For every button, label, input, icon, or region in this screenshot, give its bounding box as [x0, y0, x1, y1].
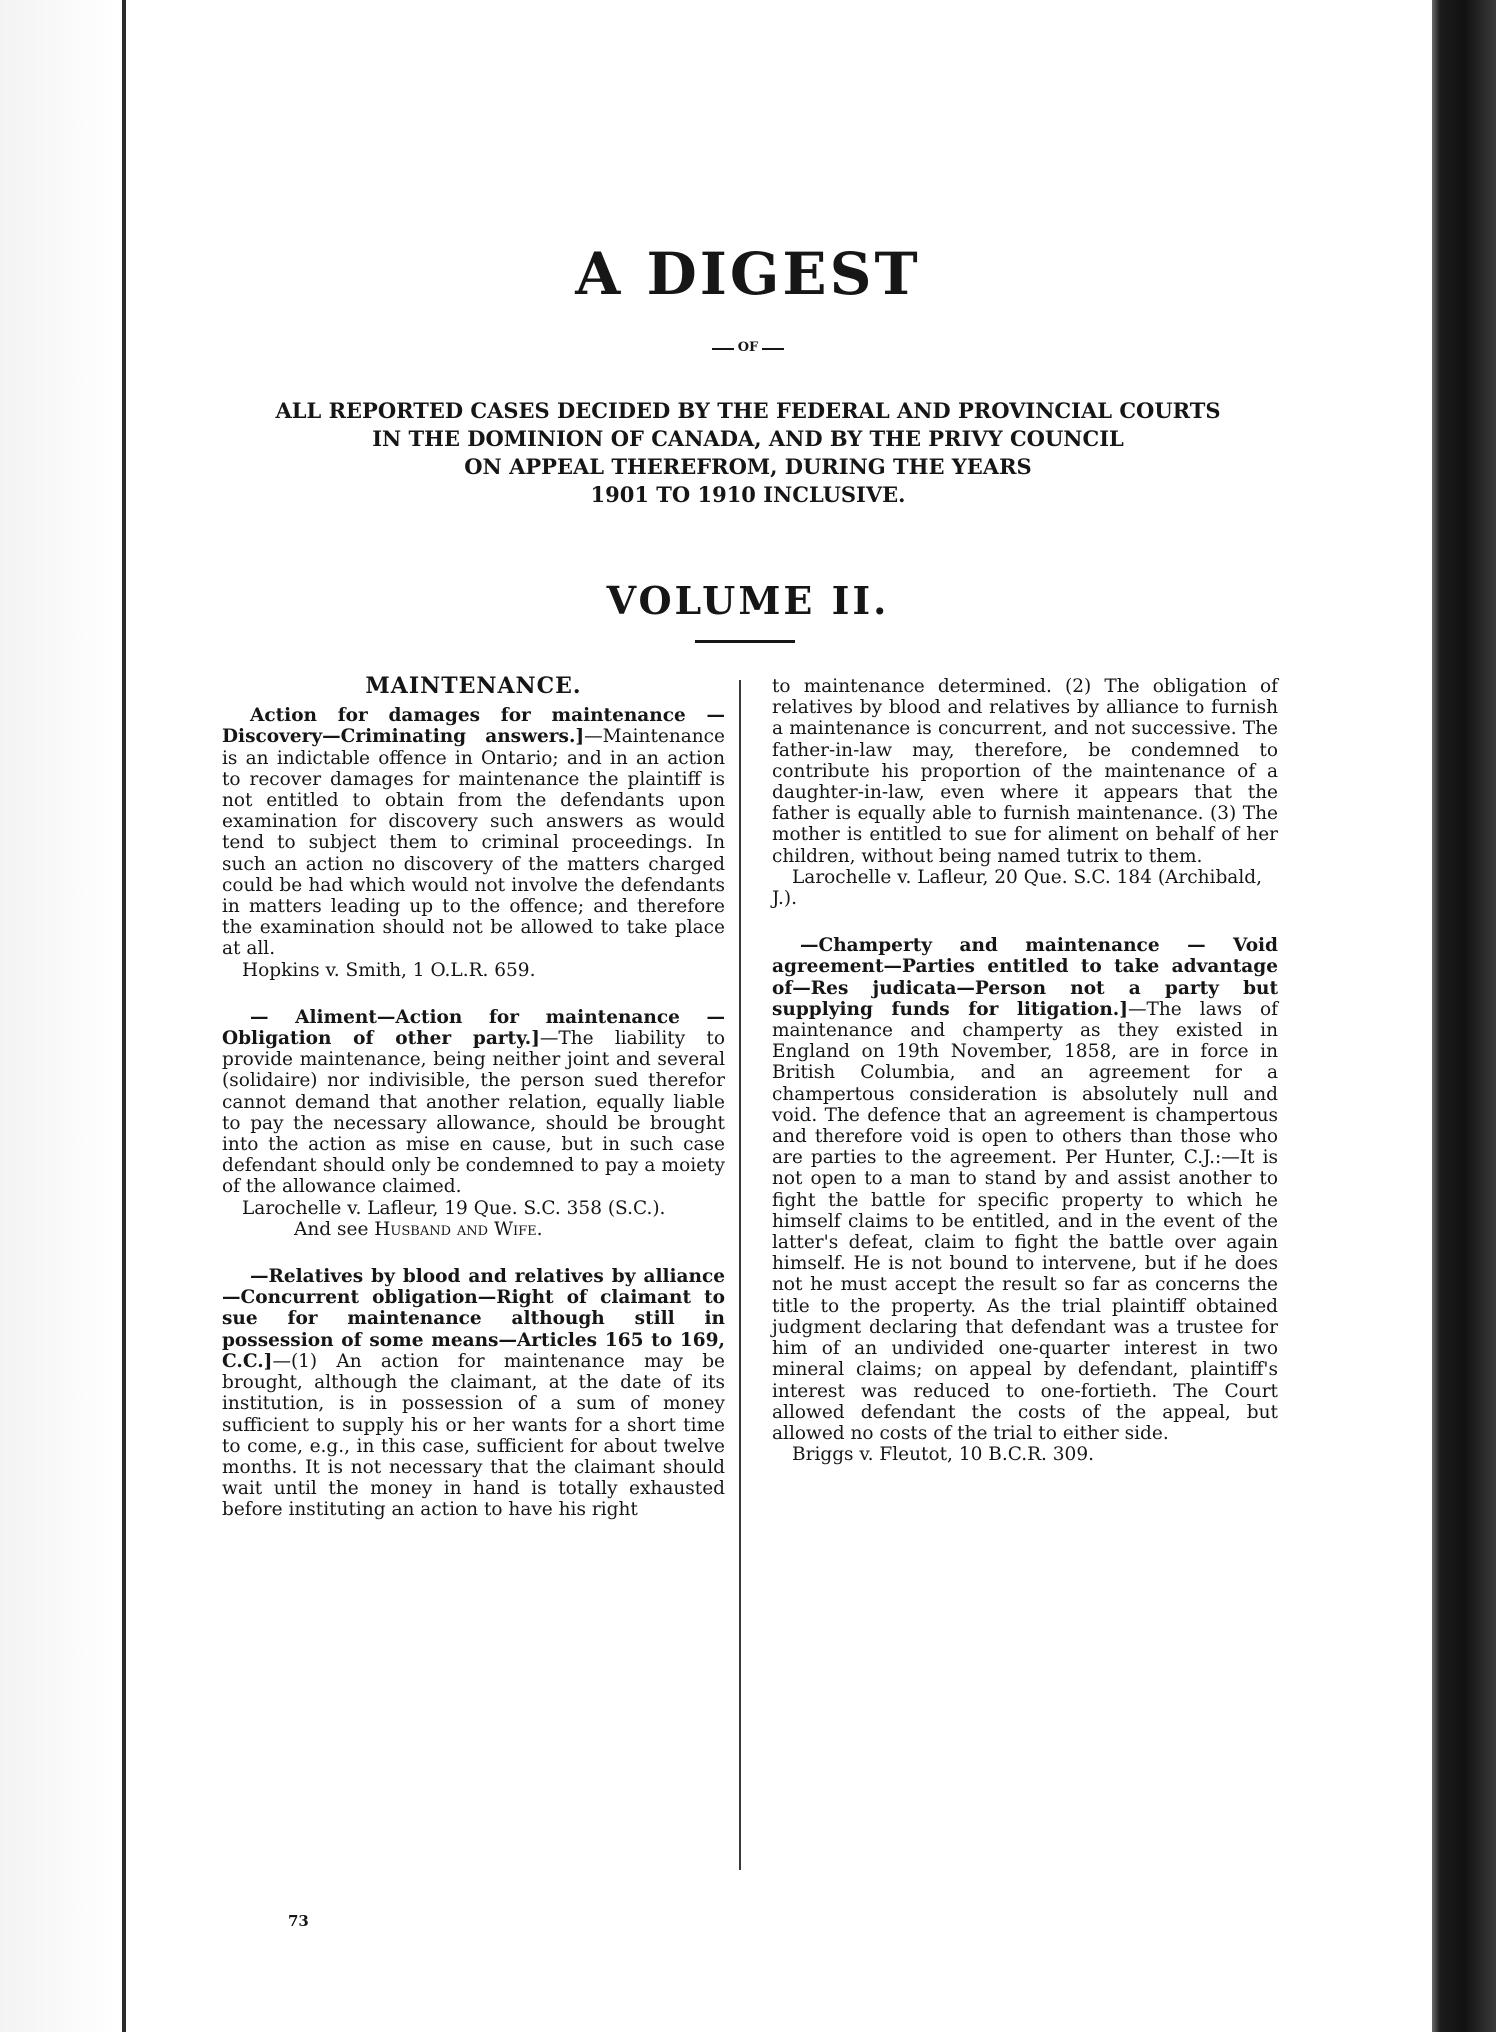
case-citation: Larochelle v. Lafleur, 19 Que. S.C. 358 (S.C.).: [242, 1197, 666, 1219]
entry-heading: —Champerty and maintenance — Void agreement—Parties entitled to take advantage of—Res judicata—Person not a party but supplying funds for litigation.]: [772, 935, 1278, 1020]
entry-text: —The liability to provide maintenance, being neither joint and several (solidaire) nor indivisible, the person sued therefor cannot demand that another relation, equally liable to pay the necessary allowance, should be brought into the action as mise en cause, but in such case defendant should only be condemned to pay a moiety of the allowance claimed.: [222, 1028, 725, 1198]
entry-heading: —Relatives by blood and relatives by alliance—Concurrent obligation—Right of claimant to sue for maintenance although still in possession of some means—Articles 165 to 169, C.C.]: [222, 1266, 725, 1372]
case-citation: Larochelle v. Lafleur, 20 Que. S.C. 184 (Archibald, J.).: [772, 866, 1262, 910]
subtitle-line: IN THE DOMINION OF CANADA, AND BY THE PRIVY COUNCIL: [372, 426, 1124, 451]
subtitle-block: [200, 397, 1296, 509]
see-also-reference: [222, 1219, 725, 1240]
volume-heading: VOLUME II.: [606, 578, 890, 623]
subtitle-line: ON APPEAL THEREFROM, DURING THE YEARS: [464, 454, 1032, 479]
entry-text: —The laws of maintenance and champerty as they existed in England on 19th November, 1858, are in force in British Columbia, and an agreement for a champertous consideration is absolutely null and void. The defence that an agreement is champertous and therefore void is open to others than those who are parties to the agreement. Per Hunter, C.J.:—It is not open to a man to stand by and assist another to fight the battle for specific property to which he himself claims to be entitled, and in the event of the latter's defeat, claim to fight the battle over again himself. He is not bound to intervene, but if he does not he must accept the result so far as concerns the title to the property. As the trial plaintiff obtained judgment declaring that defendant was a trustee for him of an undivided one-quarter interest in two mineral claims; on appeal by defendant, plaintiff's interest was reduced to one-fortieth. The Court allowed defendant the costs of the appeal, but allowed no costs of the trial to either side.: [772, 998, 1278, 1444]
left-column: [222, 673, 725, 1547]
page-title: A DIGEST: [575, 240, 921, 308]
entry-text: —(1) An action for maintenance may be brought, although the claimant, at the date of its institution, is in possession of a sum of money sufficient to supply his or her wants for a short time to come, e.g., in this case, sufficient for about twelve months. It is not necessary that the claimant should wait until the money in hand is totally exhausted before instituting an action to have his right: [222, 1350, 725, 1521]
entry-heading: — Aliment—Action for maintenance — Obligation of other party.]: [222, 1006, 725, 1050]
volume-rule: [695, 640, 795, 643]
entry-body: [772, 935, 1278, 1444]
of-separator: OF: [700, 340, 796, 355]
page-number: 73: [288, 1912, 309, 1930]
entry-continuation: to maintenance determined. (2) The obligation of relatives by blood and relatives by alliance to furnish a maintenance is concurrent, and not successive. The father-in-law may, therefore, be condemned to contribute his proportion of the maintenance of a daughter-in-law, even where it appears that the father is equally able to furnish maintenance. (3) The mother is entitled to sue for aliment on behalf of her children, without being named tutrix to them.: [772, 676, 1278, 867]
digest-entry: [222, 1007, 725, 1240]
entry-body: [222, 705, 725, 959]
see-also-target: Husband and Wife.: [374, 1218, 543, 1240]
case-citation: Briggs v. Fleutot, 10 B.C.R. 309.: [792, 1444, 1094, 1466]
entry-heading: Action for damages for maintenance — Discovery—Criminating answers.]: [222, 705, 725, 748]
digest-entry: [222, 1266, 725, 1520]
entry-body: [222, 1007, 725, 1198]
column-divider: [739, 680, 741, 1870]
subtitle-line: ALL REPORTED CASES DECIDED BY THE FEDERAL AND PROVINCIAL COURTS: [275, 398, 1221, 423]
entry-body: [222, 1266, 725, 1520]
case-citation: Hopkins v. Smith, 1 O.L.R. 659.: [242, 959, 536, 981]
entry-text: —Maintenance is an indictable offence in Ontario; and in an action to recover damages for maintenance the plaintiff is not entitled to obtain from the defendants upon examination for discovery such answers as would tend to subject them to criminal proceedings. In such an action no discovery of the matters charged could be had which would not involve the defendants in matters leading up to the offence; and therefore the examination should not be allowed to take place at all.: [222, 726, 725, 960]
subtitle-line: 1901 TO 1910 INCLUSIVE.: [590, 482, 906, 507]
digest-entry-continued: [772, 676, 1278, 909]
right-column: [772, 676, 1278, 1491]
digest-entry: [222, 705, 725, 981]
section-heading: MAINTENANCE.: [365, 673, 582, 699]
see-also-prefix: And see: [294, 1218, 369, 1240]
digest-entry: [772, 935, 1278, 1465]
